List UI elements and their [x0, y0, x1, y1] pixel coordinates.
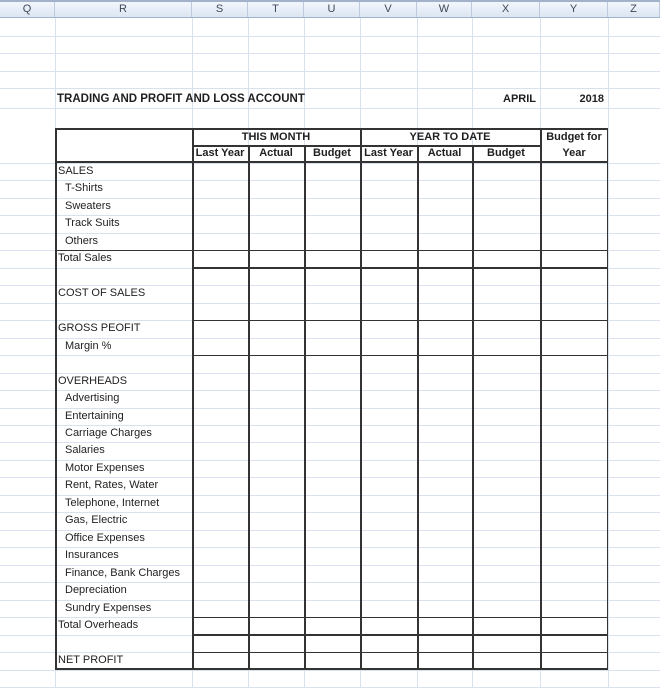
table-border-line: [192, 634, 608, 636]
row-label-cell[interactable]: Rent, Rates, Water: [65, 479, 159, 492]
table-border-line: [248, 145, 250, 670]
subheader-budget-month[interactable]: Budget: [313, 147, 351, 159]
row-label-cell[interactable]: Total Overheads: [58, 619, 139, 632]
empty-row-cell[interactable]: [55, 268, 191, 285]
column-header-cell-u[interactable]: U: [304, 2, 360, 17]
row-label-cell[interactable]: Sundry Expenses: [65, 601, 152, 614]
row-label-cell[interactable]: Others: [65, 234, 99, 247]
row-label-cell[interactable]: Telephone, Internet: [65, 496, 160, 509]
table-border-line: [304, 145, 306, 670]
table-border-line: [607, 128, 609, 670]
column-header-cell-r[interactable]: R: [55, 2, 192, 17]
table-border-line: [192, 617, 608, 619]
table-border-line: [360, 128, 362, 670]
row-label-cell[interactable]: Insurances: [65, 549, 119, 562]
row-label-cell[interactable]: Finance, Bank Charges: [65, 566, 180, 579]
row-label-cell[interactable]: Office Expenses: [65, 531, 145, 544]
subheader-last-year-month[interactable]: Last Year: [195, 147, 245, 159]
month-cell[interactable]: APRIL: [503, 93, 536, 105]
row-label-cell[interactable]: GROSS PEOFIT: [58, 322, 141, 335]
empty-row-cell[interactable]: [55, 355, 191, 372]
table-border-line: [417, 145, 419, 670]
row-label-cell[interactable]: Entertaining: [65, 409, 124, 422]
row-label-cell[interactable]: Salaries: [65, 444, 105, 457]
year-cell[interactable]: 2018: [579, 93, 604, 105]
column-header-cell-v[interactable]: V: [360, 2, 417, 17]
empty-row-cell[interactable]: [55, 303, 191, 320]
subheader-year[interactable]: Year: [562, 147, 586, 159]
sheet-title-cell[interactable]: TRADING AND PROFIT AND LOSS ACCOUNT: [57, 93, 305, 105]
table-border-line: [192, 320, 608, 322]
row-label-cell[interactable]: Sweaters: [65, 199, 111, 212]
row-label-cell[interactable]: Gas, Electric: [65, 514, 128, 527]
header-budget-for[interactable]: Budget for: [546, 131, 602, 143]
gridline: [0, 88, 660, 89]
table-border-line: [192, 128, 194, 670]
empty-row-cell[interactable]: [55, 635, 191, 652]
column-header-cell-z[interactable]: Z: [608, 2, 660, 17]
table-border-line: [540, 128, 542, 670]
header-year-to-date[interactable]: YEAR TO DATE: [409, 131, 491, 143]
table-border-line: [192, 652, 608, 654]
row-label-cell[interactable]: Track Suits: [65, 217, 120, 230]
column-header-row: [0, 0, 660, 18]
row-label-cell[interactable]: T-Shirts: [65, 182, 103, 195]
row-label-cell[interactable]: Margin %: [65, 339, 112, 352]
column-header-cell-s[interactable]: S: [192, 2, 248, 17]
row-label-cell[interactable]: Carriage Charges: [65, 427, 152, 439]
column-header-cell-q[interactable]: Q: [0, 2, 55, 17]
gridline: [608, 18, 609, 688]
table-border-line: [192, 355, 608, 357]
subheader-last-year-ytd[interactable]: Last Year: [364, 147, 413, 159]
table-border-line: [192, 267, 608, 269]
column-header-cell-x[interactable]: X: [472, 2, 540, 17]
subheader-budget-ytd[interactable]: Budget: [487, 147, 525, 159]
header-this-month[interactable]: THIS MONTH: [241, 131, 311, 143]
gridline: [0, 53, 660, 54]
row-label-cell[interactable]: Depreciation: [65, 584, 127, 597]
table-border-line: [472, 145, 474, 670]
column-header-cell-t[interactable]: T: [248, 2, 304, 17]
row-label-cell[interactable]: COST OF SALES: [58, 287, 146, 300]
subheader-actual-ytd[interactable]: Actual: [427, 147, 462, 159]
row-label-cell[interactable]: SALES: [58, 164, 94, 177]
gridline: [0, 71, 660, 72]
row-label-cell[interactable]: Total Sales: [58, 252, 112, 265]
column-header-cell-y[interactable]: Y: [540, 2, 608, 17]
column-header-cell-w[interactable]: W: [417, 2, 472, 17]
row-label-cell[interactable]: NET PROFIT: [58, 654, 124, 667]
row-label-cell[interactable]: Motor Expenses: [65, 461, 145, 474]
gridline: [0, 36, 660, 37]
row-label-cell[interactable]: Advertising: [65, 392, 120, 405]
row-label-cell[interactable]: OVERHEADS: [58, 374, 128, 387]
subheader-actual-month[interactable]: Actual: [259, 147, 293, 159]
